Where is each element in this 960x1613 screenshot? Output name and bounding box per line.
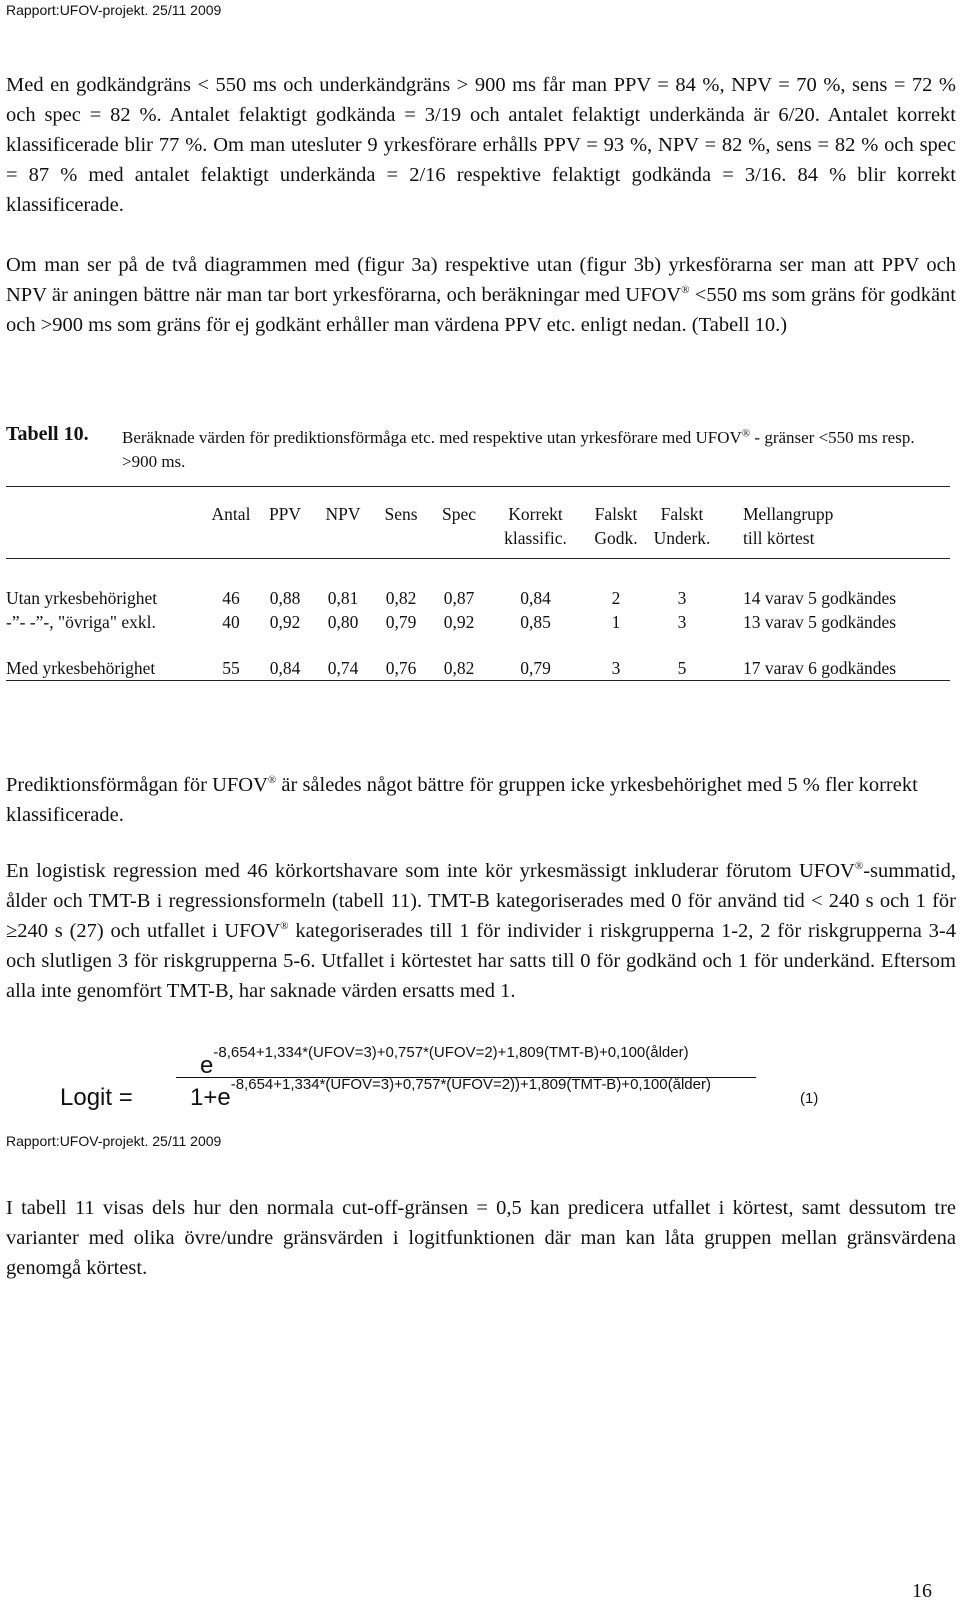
formula-denominator: $1+e^{-8,654+1,334*(UFOV=3)+0,757*(UFOV=2))+1,809(TMT-B)+0,100(ålder)}$ xyxy=(190,1076,711,1111)
registered-mark: ® xyxy=(280,920,289,933)
logit-formula xyxy=(0,1040,960,1120)
table-row: Med yrkesbehörighet 55 0,84 0,74 0,76 0,82 0,79 3 5 17 varav 6 godkändes xyxy=(6,658,897,678)
paragraph-table11: I tabell 11 visas dels hur den normala cut-off-gränsen = 0,5 kan predicera utfallet i körtest, samt dessutom tre varianter med olika övre/undre gränsvärden i logitfunktionen där man kan låta gruppen mellan gränsvärdena genomgå körtest. xyxy=(6,1197,956,1279)
table-row: Utan yrkesbehörighet 46 0,88 0,81 0,82 0,87 0,84 2 3 14 varav 5 godkändes xyxy=(6,588,897,608)
registered-mark: ® xyxy=(854,860,864,873)
running-header-repeat: Rapport:UFOV-projekt. 25/11 2009 xyxy=(6,1133,222,1149)
table-top-rule xyxy=(6,486,950,487)
formula-lhs: Logit = xyxy=(60,1084,133,1111)
table-row: -”- -”-, "övriga" exkl. 40 0,92 0,80 0,79 0,92 0,85 1 3 13 varav 5 godkändes xyxy=(6,612,897,632)
table-header-row-1: Antal PPV NPV Sens Spec Korrekt Falskt Falskt Mellangrupp xyxy=(211,504,834,524)
p2-text-a: Om man ser på de två diagrammen med (figur 3a) respektive utan (figur 3b) yrkesförarna ser man att PPV och NPV är aningen bättre när man tar bort yrkesförarna, och beräkningar med UFOV xyxy=(6,254,956,306)
table-label: Tabell 10. xyxy=(6,423,89,445)
registered-mark: ® xyxy=(267,774,277,787)
formula-numerator: $e^{-8,654+1,334*(UFOV=3)+0,757*(UFOV=2)+1,809(TMT-B)+0,100(ålder)}$ xyxy=(200,1044,689,1079)
table-header-row-2: klassific. Godk. Underk. till körtest xyxy=(504,528,815,548)
paragraph-prediction: Prediktionsförmågan för UFOV® är således något bättre för gruppen icke yrkesbehörighet med 5 % fler korrekt klassificerade. xyxy=(6,774,918,826)
page-number: 16 xyxy=(912,1580,932,1602)
table-caption-text: Beräknade värden för prediktionsförmåga etc. med respektive utan yrkesförare med UFOV® - gränser <550 ms resp. >900 ms. xyxy=(122,427,915,471)
paragraph-regression: En logistisk regression med 46 körkortshavare som inte kör yrkesmässigt inkluderar förutom UFOV®-summatid, ålder och TMT-B i regressionsformeln (tabell 11). TMT-B kategoriserades med 0 för använd tid < 240 s och 1 för ≥240 s (27) och utfallet i UFOV® kategoriserades till 1 för individer i riskgrupperna 1-2, 2 för riskgrupperna 3-4 och slutligen 3 för riskgrupperna 5-6. Utfallet i körtestet har satts till 0 för godkänd och 1 för underkänd. Eftersom alla inte genomfört TMT-B, har saknade värden ersatts med 1. xyxy=(6,860,956,1002)
results-table xyxy=(6,504,950,682)
running-header: Rapport:UFOV-projekt. 25/11 2009 xyxy=(6,2,222,18)
registered-mark: ® xyxy=(681,284,690,297)
equation-number: (1) xyxy=(800,1090,819,1107)
paragraph-ppv-npv: Med en godkändgräns < 550 ms och underkändgräns > 900 ms får man PPV = 84 %, NPV = 70 %, sens = 72 % och spec = 82 %. Antalet felaktigt godkända = 3/19 och antalet felaktigt underkända är 6/20. Antalet korrekt klassificerade blir 77 %. Om man utesluter 9 yrkesförare erhålls PPV = 93 %, NPV = 82 %, sens = 82 % och spec = 87 % med antalet felaktigt underkända = 2/16 respektive felaktigt godkända = 3/16. 84 % blir korrekt klassificerade. xyxy=(6,74,956,216)
paragraph-diagram-comparison xyxy=(6,250,956,340)
p2-text-b: <550 ms som gräns för godkänt och >900 ms som gräns för ej godkänt erhåller man värdena PPV etc. enligt nedan. (Tabell 10.) xyxy=(6,284,957,336)
